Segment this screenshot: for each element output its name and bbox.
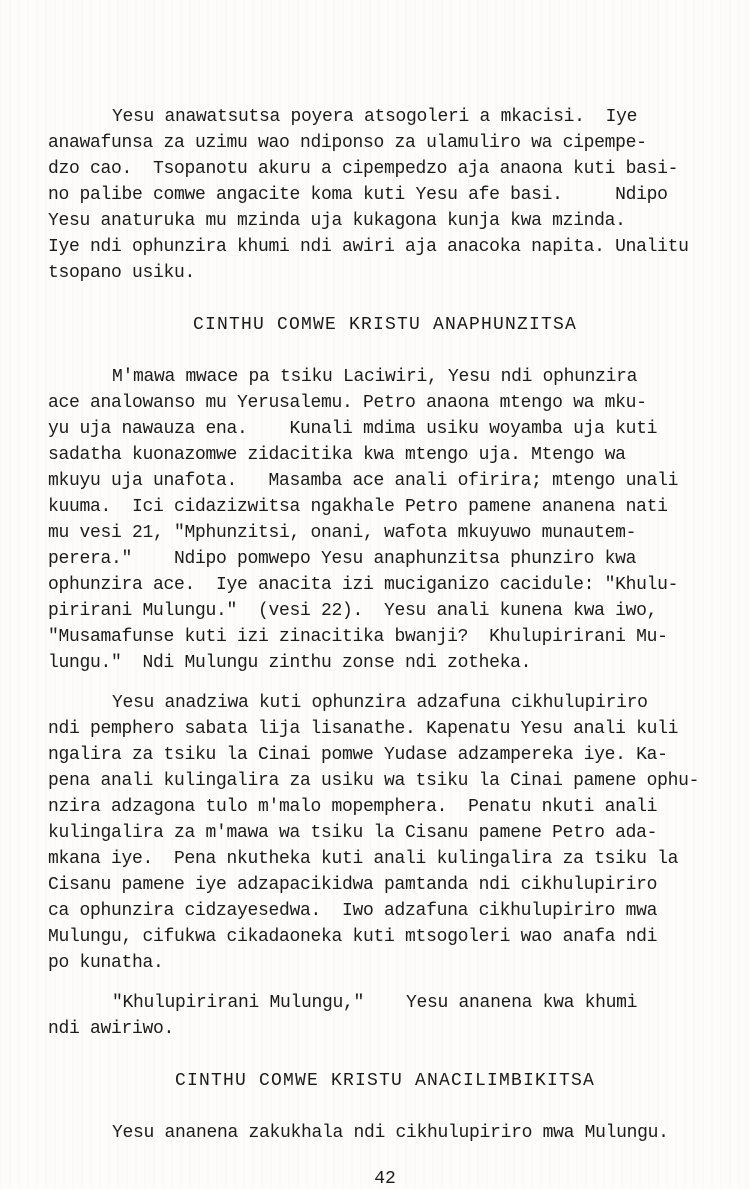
text-line: Yesu anadziwa kuti ophunzira adzafuna cikhulupiriro [112,693,648,713]
text-line: Yesu ananena zakukhala ndi cikhulupiriro mwa Mulungu. [112,1123,669,1143]
text-line: sadatha kuonazomwe zidacitika kwa mtengo uja. Mtengo wa [48,445,626,465]
text-line: mu vesi 21, "Mphunzitsi, onani, wafota mkuyuwo munautem- [48,523,637,543]
text-line: yu uja nawauza ena. Kunali mdima usiku woyamba uja kuti [48,419,658,439]
document-body [48,104,722,1189]
paragraph [48,690,722,976]
text-line: anawafunsa za uzimu wao ndiponso za ulamuliro wa cipempe- [48,133,647,153]
section-heading: CINTHU COMWE KRISTU ANAPHUNZITSA [192,315,578,335]
text-line: Mulungu, cifukwa cikadaoneka kuti mtsogoleri wao anafa ndi [48,927,658,947]
text-line: Cisanu pamene iye adzapacikidwa pamtanda ndi cikhulupiriro [48,875,658,895]
page-number: 42 [374,1169,396,1189]
text-line: dzo cao. Tsopanotu akuru a cipempedzo aja anaona kuti basi- [48,159,679,179]
text-line: Yesu anaturuka mu mzinda uja kukagona kunja kwa mzinda. [48,211,626,231]
text-line: no palibe comwe angacite koma kuti Yesu afe basi. Ndipo [48,185,668,205]
paragraph [48,990,722,1042]
text-line: kulingalira za m'mawa wa tsiku la Cisanu pamene Petro ada- [48,823,658,843]
text-line: ndi pemphero sabata lija lisanathe. Kapenatu Yesu anali kuli [48,719,679,739]
text-line: Yesu anawatsutsa poyera atsogoleri a mkacisi. Iye [112,107,638,127]
text-line: nzira adzagona tulo m'malo mopemphera. Penatu nkuti anali [48,797,658,817]
text-line: tsopano usiku. [48,263,196,283]
section-heading: CINTHU COMWE KRISTU ANACILIMBIKITSA [174,1071,596,1091]
paragraph [48,104,722,286]
text-line: ca ophunzira cidzayesedwa. Iwo adzafuna cikhulupiriro mwa [48,901,658,921]
text-line: ngalira za tsiku la Cinai pomwe Yudase adzampereka iye. Ka- [48,745,668,765]
paragraph [48,364,722,676]
text-line: M'mawa mwace pa tsiku Laciwiri, Yesu ndi ophunzira [112,367,638,387]
text-line: ace analowanso mu Yerusalemu. Petro anaona mtengo wa mku- [48,393,647,413]
text-line: ndi awiriwo. [48,1019,175,1039]
text-line: "Musamafunse kuti izi zinacitika bwanji? Khulupirirani Mu- [48,627,668,647]
text-line: kuuma. Ici cidazizwitsa ngakhale Petro pamene ananena nati [48,497,668,517]
text-line: mkuyu uja unafota. Masamba ace anali ofirira; mtengo unali [48,471,679,491]
text-line: Iye ndi ophunzira khumi ndi awiri aja anacoka napita. Unalitu [48,237,689,257]
text-line: "Khulupirirani Mulungu," Yesu ananena kwa khumi [112,993,638,1013]
paragraph [48,1120,722,1146]
text-line: po kunatha. [48,953,164,973]
text-line: pirirani Mulungu." (vesi 22). Yesu anali kunena kwa iwo, [48,601,658,621]
text-line: mkana iye. Pena nkutheka kuti anali kulingalira za tsiku la [48,849,679,869]
text-line: ophunzira ace. Iye anacita izi muciganizo cacidule: "Khulu- [48,575,679,595]
text-line: pena anali kulingalira za usiku wa tsiku la Cinai pamene ophu- [48,771,700,791]
text-line: perera." Ndipo pomwepo Yesu anaphunzitsa phunziro kwa [48,549,637,569]
text-line: lungu." Ndi Mulungu zinthu zonse ndi zotheka. [48,653,532,673]
